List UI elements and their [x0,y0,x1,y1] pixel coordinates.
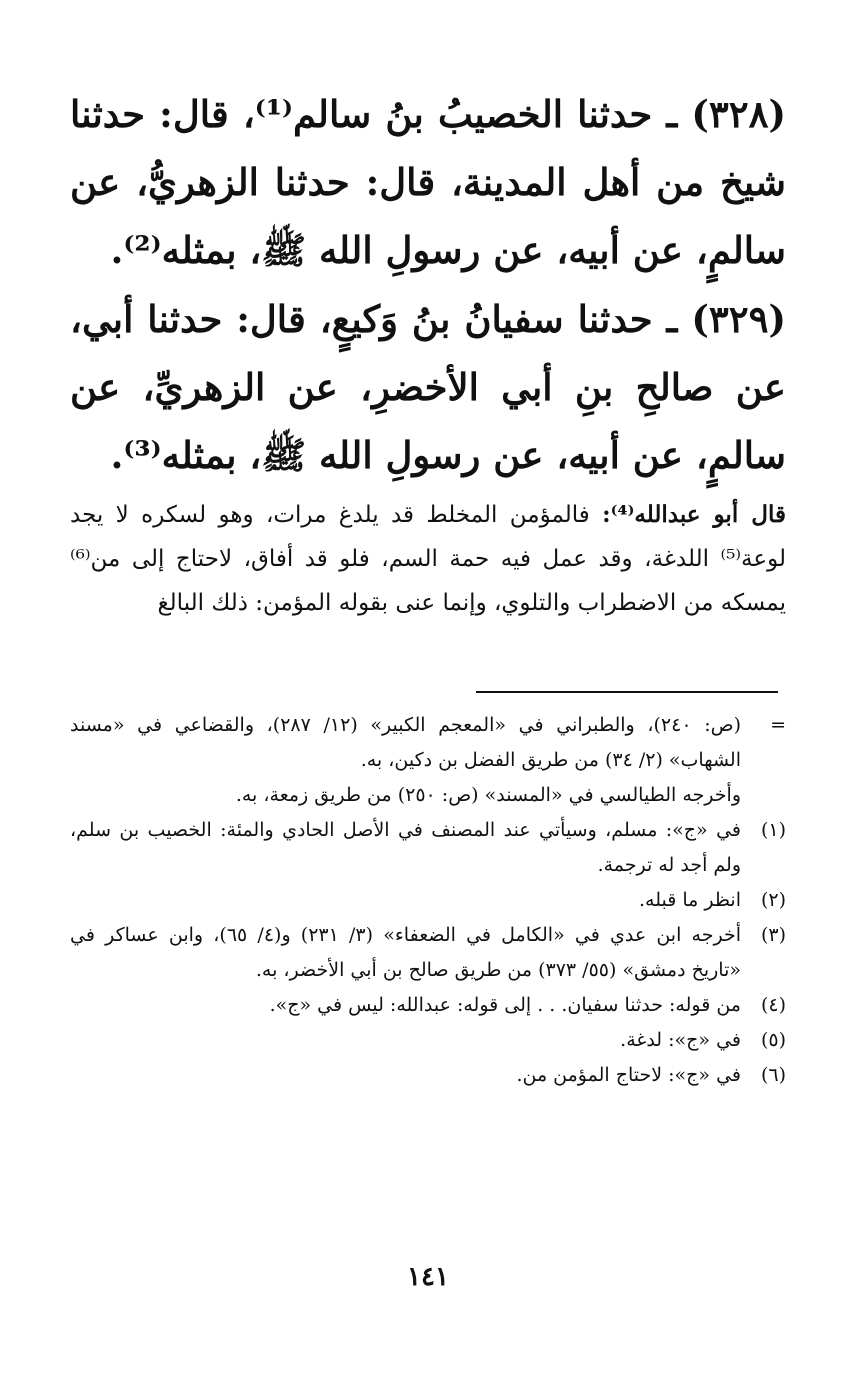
footnote-text: في «ج»: لاحتاج المؤمن من. [516,1064,741,1086]
commentary-paragraph [70,493,786,625]
continuation-line-1: (ص: ٢٤٠)، والطبراني في «المعجم الكبير» (١٢/ ٢٨٧)، والقضاعي في «مسند الشهاب» (٢/ ٣٤) من طريق الفضل بن دكين، به. [70,714,741,771]
footnote-text: من قوله: حدثنا سفيان. . . إلى قوله: عبدالله: ليس في «ج». [269,994,741,1016]
footnote-1 [70,813,786,883]
continuation-marker: = [770,714,786,736]
footnote-number: (٥) [760,1029,786,1051]
footnotes [70,708,786,1093]
footnote-number: (٦) [760,1064,786,1086]
page-number: ١٤١ [407,1262,449,1292]
footnote-text: في «ج»: لدغة. [620,1029,741,1051]
footnote-number: (٢) [760,889,786,911]
footnote-text: في «ج»: مسلم، وسيأتي عند المصنف في الأصل الحادي والمئة: الخصيب بن سلم، ولم أجد له ترجمة. [70,819,741,876]
continuation-line-2: وأخرجه الطيالسي في «المسند» (ص: ٢٥٠) من طريق زمعة، به. [235,784,741,806]
footnote-continuation [70,708,786,778]
hadith-329: (٣٢٩) ـ حدثنا سفيانُ بنُ وَكيعٍ، قال: حدثنا أبي، عن صالحِ بنِ أبي الأخضرِ، عن الزهريِّ، عن سالمٍ، عن أبيه، عن رسولِ الله ﷺ، بمثله⁽³⁾. [70,297,786,477]
footnote-number: (١) [760,819,786,841]
footnote-2 [70,883,786,918]
footnote-separator [476,691,778,693]
footnote-3 [70,918,786,988]
footnote-6 [70,1058,786,1093]
commentary-body: فالمؤمن المخلط قد يلدغ مرات، وهو لسكره لا يجد لوعة⁽⁵⁾ اللدغة، وقد عمل فيه حمة السم، فلو قد أفاق، لاحتاج إلى من⁽⁶⁾ يمسكه من الاضطراب والتلوي، وإنما عنى بقوله المؤمن: ذلك البالغ [70,502,786,616]
footnote-text: انظر ما قبله. [638,889,741,911]
footnote-number: (٤) [760,994,786,1016]
footnote-5 [70,1023,786,1058]
footnote-4 [70,988,786,1023]
hadith-328: (٣٢٨) ـ حدثنا الخصيبُ بنُ سالم⁽¹⁾، قال: حدثنا شيخ من أهل المدينة، قال: حدثنا الزهريُّ، عن سالمٍ، عن أبيه، عن رسولِ الله ﷺ، بمثله⁽²⁾. [70,92,786,272]
footnote-number: (٣) [760,924,786,946]
footnote-text: أخرجه ابن عدي في «الكامل في الضعفاء» (٣/ ٢٣١) و(٤/ ٦٥)، وابن عساكر في «تاريخ دمشق» (٥٥/ ٣٧٣) من طريق صالح بن أبي الأخضر، به. [70,924,741,981]
commentary-lead: قال أبو عبدالله⁽⁴⁾: [602,501,786,528]
footnote-continuation-2 [70,778,786,813]
